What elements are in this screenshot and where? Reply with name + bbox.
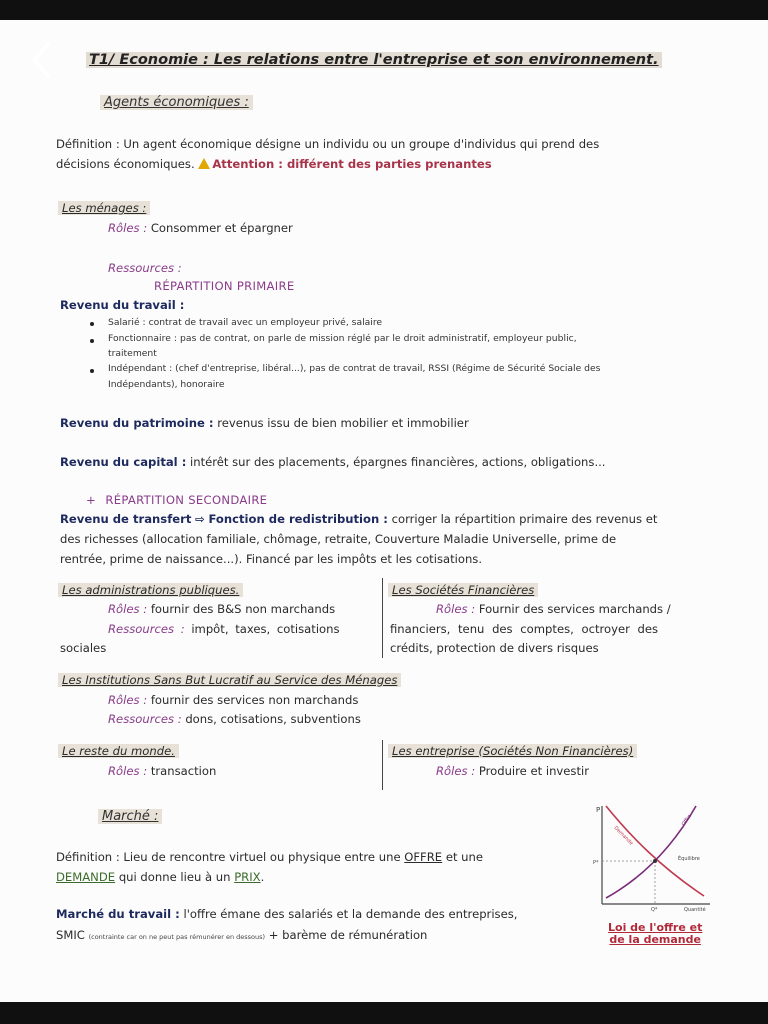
heading-societes-financieres: Les Sociétés Financières <box>388 583 538 597</box>
admin-ressources <box>108 622 340 636</box>
x-axis-label: Quantité <box>684 907 706 913</box>
bullet-marker <box>90 322 94 326</box>
agents-definition-line1: Définition : Un agent économique désigne un individu ou un groupe d'individus qui prend des <box>56 137 600 151</box>
roles-text: Fournir des services marchands / <box>478 602 671 616</box>
societes-fin-line2: financiers, tenu des comptes, octroyer des <box>390 622 659 636</box>
bullet-independant-cont: Indépendants), honoraire <box>108 379 225 390</box>
top-black-bar <box>0 0 768 20</box>
revenu-patrimoine-text: revenus issu de bien mobilier et immobilier <box>217 416 469 430</box>
roles-text: fournir des B&S non marchands <box>150 602 336 616</box>
smic-term: SMIC <box>56 928 85 942</box>
loi-line1: Loi de l'offre et <box>608 921 703 934</box>
roles-text: Produire et investir <box>478 764 589 778</box>
ressources-label: Ressources : <box>108 622 185 636</box>
transfert-line1 <box>60 512 657 526</box>
societes-fin-roles <box>436 602 671 616</box>
marche-travail-label: Marché du travail : <box>56 907 180 921</box>
bullet-marker <box>90 369 94 373</box>
bullet-marker <box>90 339 94 343</box>
societes-fin-line3: crédits, protection de divers risques <box>390 641 599 655</box>
smic-rest: + barème de rémunération <box>268 928 428 942</box>
plus-marker: + <box>86 493 96 507</box>
agents-definition-line2 <box>56 157 492 171</box>
revenu-patrimoine <box>60 416 469 430</box>
marche-def-text: Définition : Lieu de rencontre virtuel ou physique entre une <box>56 850 401 864</box>
repartition-secondaire-line <box>86 493 267 507</box>
transfert-line3: rentrée, prime de naissance...). Financé par les impôts et les cotisations. <box>60 552 483 566</box>
bullet-fonctionnaire: Fonctionnaire : pas de contrat, on parle de mission réglé par le droit administratif, employeur public, <box>108 333 577 344</box>
marche-definition-line1 <box>56 850 483 864</box>
heading-isbl: Les Institutions Sans But Lucratif au Service des Ménages <box>58 673 401 687</box>
attention-note: Attention : différent des parties prenantes <box>212 157 492 171</box>
et-une-text: et une <box>445 850 484 864</box>
transfert-arrow-icon: ⇨ <box>195 512 205 526</box>
qui-donne-text: qui donne lieu à un <box>118 870 231 884</box>
menages-roles <box>108 221 293 235</box>
column-divider <box>382 740 383 790</box>
bottom-black-bar <box>0 1002 768 1024</box>
heading-menages: Les ménages : <box>58 201 150 215</box>
demande-curve-label: Demande <box>612 825 634 847</box>
bullet-fonctionnaire-cont: traitement <box>108 348 157 359</box>
section-heading-agents: Agents économiques : <box>100 95 253 110</box>
heading-entreprise: Les entreprise (Sociétés Non Financières) <box>388 744 637 758</box>
bullet-salarie: Salarié : contrat de travail avec un employeur privé, salaire <box>108 317 383 328</box>
entreprise-roles <box>436 764 589 778</box>
menages-ressources-label: Ressources : <box>108 261 182 275</box>
revenu-capital-text: intérêt sur des placements, épargnes financières, actions, obligations... <box>190 455 606 469</box>
isbl-ressources <box>108 712 361 726</box>
demande-term: DEMANDE <box>56 870 116 884</box>
roles-text: transaction <box>150 764 217 778</box>
revenu-capital-label: Revenu du capital : <box>60 455 187 469</box>
offre-demande-chart <box>592 798 714 916</box>
column-divider <box>382 578 383 658</box>
price-equilibrium-label: P* <box>593 860 599 866</box>
marche-travail-line2 <box>56 928 427 942</box>
prix-term: PRIX <box>234 870 261 884</box>
transfert-label2: Fonction de redistribution : <box>208 512 388 526</box>
isbl-roles <box>108 693 358 707</box>
ressources-label: Ressources : <box>108 712 182 726</box>
repartition-secondaire-heading: RÉPARTITION SECONDAIRE <box>105 493 268 507</box>
admin-roles <box>108 602 335 616</box>
roles-label: Rôles : <box>108 221 148 235</box>
transfert-line2: des richesses (allocation familiale, chômage, retraite, Couverture Maladie Universelle, prime de <box>60 532 617 546</box>
equilibrium-point <box>653 859 657 863</box>
agents-definition-text: décisions économiques. <box>56 157 195 171</box>
marche-travail-text: l'offre émane des salariés et la demande des entreprises, <box>183 907 518 921</box>
admin-ressources-cont: sociales <box>60 641 107 655</box>
roles-label: Rôles : <box>108 693 148 707</box>
revenu-patrimoine-label: Revenu du patrimoine : <box>60 416 214 430</box>
roles-label: Rôles : <box>108 764 148 778</box>
smic-note: (contrainte car on ne peut pas rémunérer en dessous) <box>88 933 266 941</box>
ressources-text: dons, cotisations, subventions <box>185 712 361 726</box>
back-chevron-icon[interactable] <box>28 40 54 80</box>
marche-definition-line2 <box>56 870 264 884</box>
repartition-primaire-heading: RÉPARTITION PRIMAIRE <box>154 279 295 293</box>
section-heading-marche: Marché : <box>98 809 162 824</box>
warning-icon <box>198 158 210 169</box>
heading-administrations: Les administrations publiques. <box>58 583 243 597</box>
marche-travail-line1 <box>56 907 517 921</box>
heading-reste-monde: Le reste du monde. <box>58 744 179 758</box>
loi-offre-demande-caption <box>608 922 702 946</box>
revenu-capital <box>60 455 606 469</box>
equilibrium-label: Équilibre <box>678 856 700 862</box>
roles-label: Rôles : <box>436 602 476 616</box>
loi-line2: de la demande <box>609 933 701 946</box>
page-title: T1/ Economie : Les relations entre l'entreprise et son environnement. <box>86 52 662 68</box>
quantity-equilibrium-label: Q* <box>651 907 658 913</box>
transfert-label: Revenu de transfert <box>60 512 192 526</box>
roles-text: Consommer et épargner <box>150 221 293 235</box>
roles-label: Rôles : <box>108 602 148 616</box>
roles-label: Rôles : <box>436 764 476 778</box>
roles-text: fournir des services non marchands <box>150 693 359 707</box>
reste-monde-roles <box>108 764 216 778</box>
offre-term: OFFRE <box>404 850 443 864</box>
bullet-independant: Indépendant : (chef d'entreprise, libéral...), pas de contrat de travail, RSSI (Régime de Sécurité Sociale des <box>108 363 601 374</box>
revenu-travail-heading: Revenu du travail : <box>60 298 185 312</box>
offre-curve-label: Offre <box>680 813 693 828</box>
period: . <box>260 870 265 884</box>
transfert-text-l1: corriger la répartition primaire des revenus et <box>391 512 658 526</box>
ressources-text: impôt, taxes, cotisations <box>191 622 340 636</box>
y-axis-label: P <box>596 806 601 814</box>
